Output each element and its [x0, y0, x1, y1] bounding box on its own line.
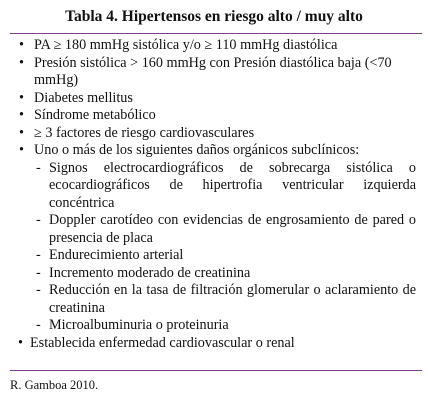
sublist-item-text: Incremento moderado de creatinina [49, 264, 251, 281]
sublist-item [0, 212, 428, 247]
source-note: R. Gamboa 2010. [10, 378, 99, 392]
risk-list [0, 37, 428, 352]
sublist-item [0, 317, 428, 335]
sublist-item [0, 282, 428, 317]
subitems-container [0, 160, 428, 335]
sublist-item [0, 247, 428, 265]
sublist-item [0, 265, 428, 283]
sublist-item-text: Endurecimiento arterial [49, 247, 184, 263]
dash-icon: - [36, 159, 41, 176]
dash-icon: - [36, 212, 41, 228]
dash-icon: - [36, 264, 41, 281]
list-item-text: Presión sistólica > 160 mmHg con Presión diastólica baja (<70 mmHg) [34, 54, 392, 88]
list-item-text: PA ≥ 180 mmHg sistólica y/o ≥ 110 mmHg diastólica [34, 37, 338, 53]
list-item-text: Establecida enfermedad cardiovascular o renal [30, 334, 295, 351]
list-item [0, 125, 428, 143]
list-item [0, 55, 428, 90]
organ-damage-sublist [0, 160, 428, 335]
bullet-icon: • [19, 142, 24, 158]
dash-icon: - [36, 247, 41, 263]
bullet-icon: • [19, 89, 24, 106]
bullet-icon: • [19, 107, 24, 123]
list-item [0, 90, 428, 108]
list-item-text: Síndrome metabólico [34, 107, 156, 123]
list-item-text: ≥ 3 factores de riesgo cardiovasculares [34, 124, 255, 141]
list-item-text: Uno o más de los siguientes daños orgánicos subclínicos: [34, 142, 360, 158]
list-item [0, 142, 428, 160]
list-item-text: Diabetes mellitus [34, 89, 133, 106]
bullet-icon: • [18, 334, 23, 351]
dash-icon: - [36, 317, 41, 333]
sublist-item-text: Signos electrocardiográficos de sobrecarga sistólica o ecocardiográficos de hipertrofia ventricular izquierda concéntrica [49, 159, 416, 211]
sublist-item-text: Microalbuminuria o proteinuria [49, 317, 229, 333]
dash-icon: - [36, 282, 41, 298]
sublist-item-text: Reducción en la tasa de filtración glomerular o aclaramiento de creatinina [49, 282, 416, 316]
bottom-divider [10, 370, 422, 371]
list-item [0, 335, 428, 353]
list-item [0, 107, 428, 125]
top-divider [10, 33, 422, 34]
bullet-icon: • [19, 124, 24, 141]
bullet-icon: • [19, 37, 24, 53]
sublist-item [0, 160, 428, 213]
sublist-item-text: Doppler carotídeo con evidencias de engrosamiento de pared o presencia de placa [49, 212, 416, 246]
list-item [0, 37, 428, 55]
bullet-icon: • [19, 54, 24, 71]
table-title: Tabla 4. Hipertensos en riesgo alto / muy alto [65, 8, 363, 25]
